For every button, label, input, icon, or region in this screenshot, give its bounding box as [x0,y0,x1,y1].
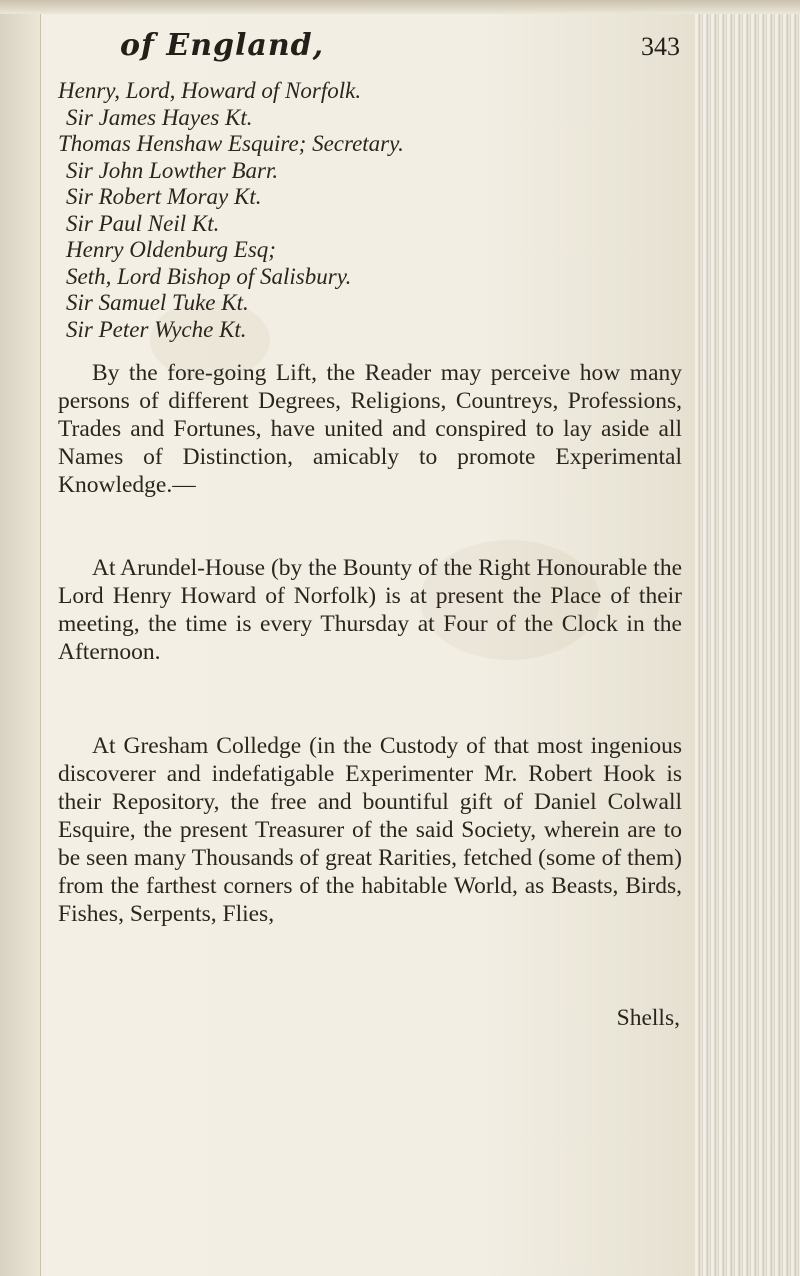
catchword: Shells, [616,1005,680,1031]
running-head [120,28,680,68]
paragraph-reader-note: By the fore-going Lift, the Reader may perceive how many persons of different Degrees, Religions, Countreys, Professions, Trades and Fortunes, have united and conspired to lay aside all Names of Distinction, amicably to promote Experimental Knowledge.— [58,359,682,498]
page-fore-edge [695,0,800,1276]
member-name: Seth, Lord Bishop of Salisbury. [66,263,352,289]
member-name: Sir Paul Neil Kt. [66,210,220,236]
member-name: Henry Oldenburg Esq; [66,237,276,262]
member-name: Sir Peter Wyche Kt. [66,316,247,342]
page-gutter [0,0,41,1276]
member-name: Sir Robert Moray Kt. [66,184,262,209]
paragraph-repository: At Gresham Colledge (in the Custody of that most ingenious discoverer and indefatigable Experimenter Mr. Robert Hook is their Repository, the free and bountiful gift of Daniel Colwall Esquire, the present Treasurer of the said Society, wherein are to be seen many Thousands of great Rarities, fetched (some of them) from the farthest corners of the habitable World, as Beasts, Birds, Fishes, Serpents, Flies, [58,732,682,927]
member-name: Sir James Hayes Kt. [66,104,253,130]
running-head-title: of England, [120,28,325,63]
member-list [58,78,678,343]
member-name: Thomas Henshaw Esquire; Secretary. [58,131,404,156]
member-name: Henry, Lord, Howard of Norfolk. [58,78,362,103]
member-name: Sir Samuel Tuke Kt. [66,290,249,315]
page-top-edge [0,0,800,14]
member-name: Sir John Lowther Barr. [66,157,279,183]
page-number: 343 [641,32,680,61]
paragraph-meeting-place: At Arundel-House (by the Bounty of the Right Honourable the Lord Henry Howard of Norfolk) is at present the Place of their meeting, the time is every Thursday at Four of the Clock in the Afternoon. [58,554,682,665]
